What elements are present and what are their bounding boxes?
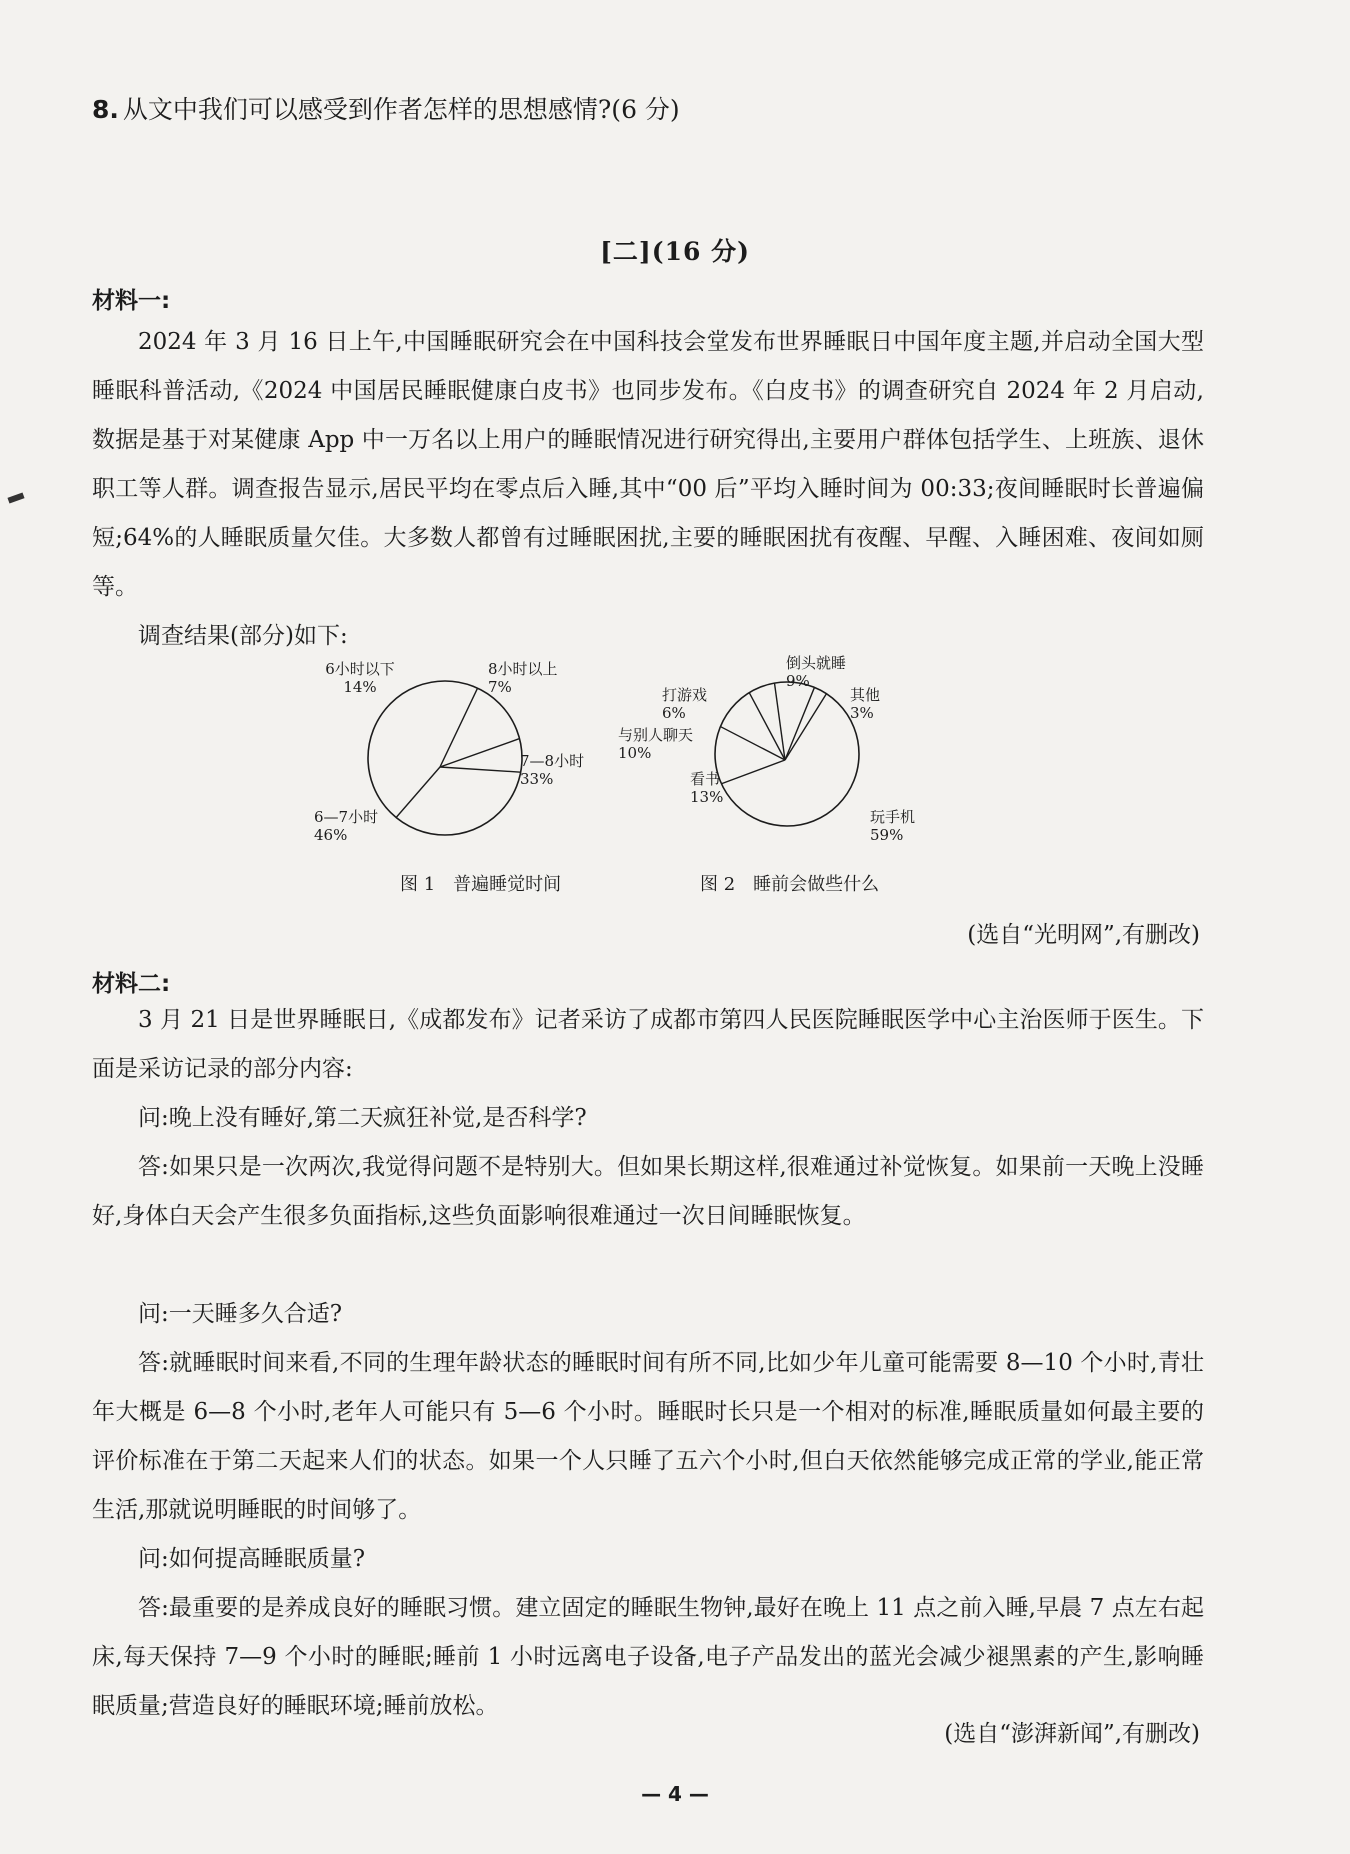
pie-slice-label: 6—7小时 [314,808,379,826]
qa-answer-1: 答:如果只是一次两次,我觉得问题不是特别大。但如果长期这样,很难通过补觉恢复。如果前一天晚上没睡好,身体白天会产生很多负面指标,这些负面影响很难通过一次日间睡眠恢复。 [92,1154,1204,1229]
pie-slice-boundary [720,727,785,760]
qa-question-3: 问:如何提高睡眠质量? [138,1546,366,1572]
pie-slice-value: 6% [662,704,686,722]
pie-slice-label: 与别人聊天 [618,726,694,744]
material1-label: 材料一: [92,288,171,314]
pie-slice-value: 10% [618,744,652,762]
pie-slice-value: 7% [488,678,512,696]
qa-question-1: 问:晚上没有睡好,第二天疯狂补觉,是否科学? [138,1105,587,1131]
material2-source: (选自“澎湃新闻”,有删改) [944,1721,1200,1747]
material1-source: (选自“光明网”,有删改) [967,922,1200,948]
pie-slice-boundary [785,687,814,760]
qa-answer-3: 答:最重要的是养成良好的睡眠习惯。建立固定的睡眠生物钟,最好在晚上 11 点之前入睡,早晨 7 点左右起床,每天保持 7—9 个小时的睡眠;睡前 1 小时远离电子设备,电子产品发出的蓝光会减少褪黑素的产生,影响睡眠质量;营造良好的睡眠环境;睡前放松。 [92,1595,1204,1719]
pie-chart-title: 图 1 普遍睡觉时间 [400,874,562,895]
page-number: — 4 — [641,1782,709,1806]
pie-slice-label: 玩手机 [870,808,916,826]
pie-slice-value: 59% [870,826,904,844]
pie-slice-boundary [440,767,521,772]
question-text: 从文中我们可以感受到作者怎样的思想感情?(6 分) [122,95,680,124]
pie-slice-boundary [749,693,785,760]
material2-intro: 3 月 21 日是世界睡眠日,《成都发布》记者采访了成都市第四人民医院睡眠医学中心主治医师于医生。下面是采访记录的部分内容: [92,1007,1204,1082]
question-8 [92,90,680,126]
pie-slice-value: 9% [786,672,810,690]
pie-slice-label: 打游戏 [662,686,708,704]
pie-slice-value: 13% [690,788,724,806]
pie-slice-boundary [785,694,826,760]
pie-slice-boundary [721,760,785,784]
pie-slice-value: 3% [850,704,874,722]
pie-slice-label: 6小时以下 [325,660,395,678]
material2-label: 材料二: [92,971,171,997]
pie-chart-before-sleep [618,654,915,895]
material1-paragraph1: 2024 年 3 月 16 日上午,中国睡眠研究会在中国科技会堂发布世界睡眠日中国年度主题,并启动全国大型睡眠科普活动,《2024 中国居民睡眠健康白皮书》也同步发布。《白皮书》的调查研究自 2024 年 2 月启动,数据是基于对某健康 App 中一万名以上用户的睡眠情况进行研究得出,主要用户群体包括学生、上班族、退休职工等人群。调查报告显示,居民平均在零点后入睡,其中“00 后”平均入睡时间为 00:33;夜间睡眠时长普遍偏短;64%的人睡眠质量欠佳。大多数人都曾有过睡眠困扰,主要的睡眠困扰有夜醒、早醒、入睡困难、夜间如厕等。 [92,329,1204,600]
pie-slice-value: 14% [343,678,377,696]
pie-slice-label: 7—8小时 [520,752,585,770]
qa-question-2: 问:一天睡多久合适? [138,1301,343,1327]
pie-chart-title: 图 2 睡前会做些什么 [700,874,880,895]
section-title: [二](16 分) [600,237,750,266]
pie-slice-label: 倒头就睡 [786,654,847,672]
question-number: 8. [92,95,119,124]
pie-chart-sleep-time [314,660,584,895]
pie-slice-label: 其他 [850,686,881,704]
pie-slice-label: 看书 [690,770,721,788]
pie-slice-boundary [396,767,440,818]
material1-paragraph2: 调查结果(部分)如下: [138,623,348,649]
qa-answer-2: 答:就睡眠时间来看,不同的生理年龄状态的睡眠时间有所不同,比如少年儿童可能需要 8—10 个小时,青壮年大概是 6—8 个小时,老年人可能只有 5—6 个小时。睡眠时长只是一个相对的标准,睡眠质量如何最主要的评价标准在于第二天起来人们的状态。如果一个人只睡了五六个小时,但白天依然能够完成正常的学业,能正常生活,那就说明睡眠的时间够了。 [92,1350,1204,1523]
pie-slice-boundary [774,683,785,760]
pie-slice-value: 46% [314,826,348,844]
pie-slice-label: 8小时以上 [488,660,558,678]
pie-slice-value: 33% [520,770,554,788]
survey-pie-charts [300,650,1000,900]
margin-mark [7,492,24,503]
